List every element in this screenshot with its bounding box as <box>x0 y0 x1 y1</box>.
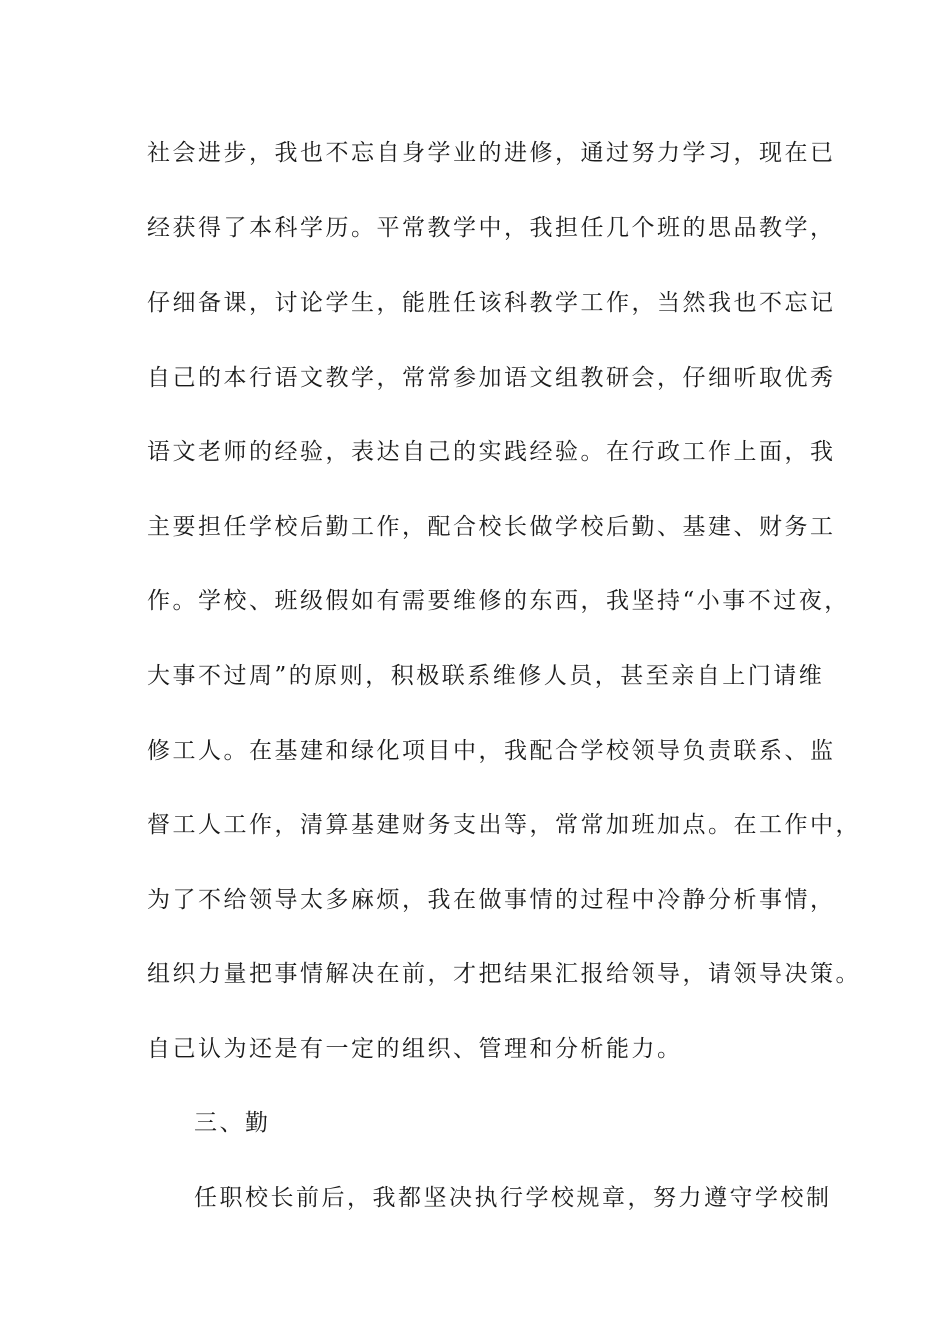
paragraph-line-12: 组织力量把事情解决在前，才把结果汇报给领导，请领导决策。 <box>147 961 861 987</box>
paragraph-line-8: 大事不过周”的原则，积极联系维修人员，甚至亲自上门请维 <box>147 663 825 689</box>
paragraph-line-5: 语文老师的经验，表达自己的实践经验。在行政工作上面，我 <box>147 439 836 465</box>
paragraph-line-1: 社会进步，我也不忘自身学业的进修，通过努力学习，现在已 <box>147 140 836 166</box>
section-first-line: 任职校长前后，我都坚决执行学校规章，努力遵守学校制 <box>194 1185 832 1211</box>
paragraph-line-9: 修工人。在基建和绿化项目中，我配合学校领导负责联系、监 <box>147 738 836 764</box>
section-heading: 三、勤 <box>194 1110 271 1136</box>
paragraph-line-10: 督工人工作，清算基建财务支出等，常常加班加点。在工作中， <box>147 812 861 838</box>
paragraph-line-2: 经获得了本科学历。平常教学中，我担任几个班的思品教学， <box>147 215 836 241</box>
paragraph-line-13: 自己认为还是有一定的组织、管理和分析能力。 <box>147 1036 683 1062</box>
paragraph-line-7: 作。学校、班级假如有需要维修的东西，我坚持“小事不过夜， <box>147 588 850 614</box>
paragraph-line-3: 仔细备课，讨论学生，能胜任该科教学工作，当然我也不忘记 <box>147 290 836 316</box>
paragraph-line-6: 主要担任学校后勤工作，配合校长做学校后勤、基建、财务工 <box>147 514 836 540</box>
paragraph-line-11: 为了不给领导太多麻烦，我在做事情的过程中冷静分析事情， <box>147 887 836 913</box>
paragraph-line-4: 自己的本行语文教学，常常参加语文组教研会，仔细听取优秀 <box>147 365 836 391</box>
